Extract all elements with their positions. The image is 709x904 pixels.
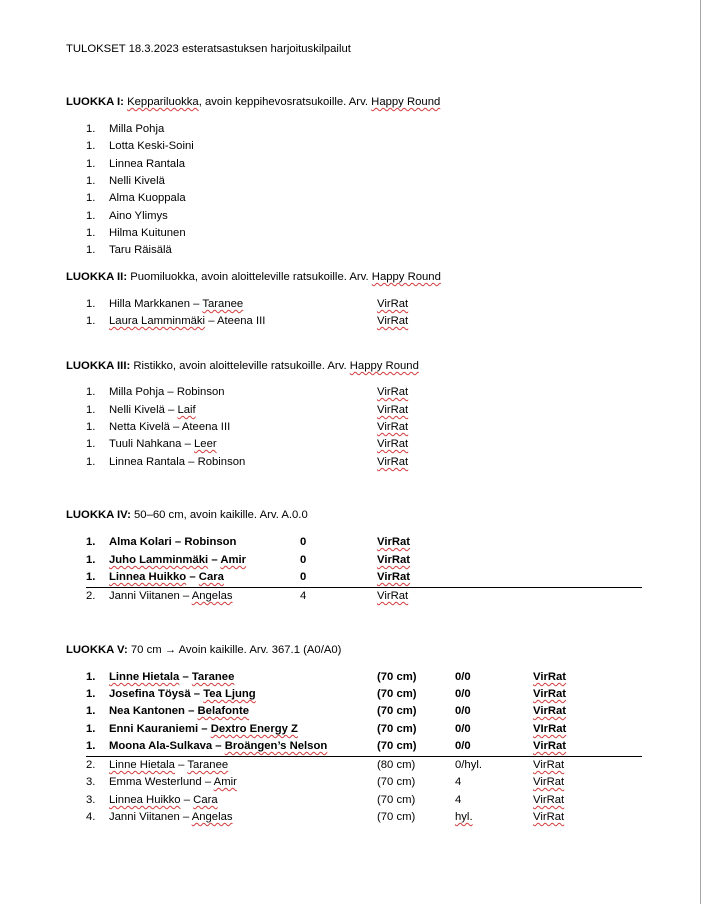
class-judging-method: Happy Round [371,271,441,283]
result-club: VirRat [533,759,565,771]
separator: – [185,456,198,468]
horse-name: Leer [194,438,217,450]
result-rank: 1. [86,404,96,416]
horse-name: Robinson [184,536,237,548]
result-rank: 3. [86,776,96,788]
rider-name: Laura Lamminmäki [109,315,206,327]
separator: – [171,536,185,548]
result-score: 0 [300,554,307,566]
result-name: Lotta Keski-Soini [109,140,194,152]
result-entry [109,776,237,788]
result-club: VirRat [377,571,411,583]
class-description-part: 70 cm → Avoin kaikille. Arv. 367.1 (A0/A0) [130,644,342,656]
result-entry [109,590,233,602]
result-club: VirRat [377,315,409,327]
result-rank: 1. [86,315,96,327]
result-faults: 4 [455,794,462,806]
separator: – [181,438,194,450]
rider-name: Alma Kolari [109,536,172,548]
result-height: (70 cm) [377,776,416,788]
result-club: VirRat [377,590,409,602]
horse-name: Laif [177,404,196,416]
result-rank: 1. [86,438,96,450]
separator: – [190,298,203,310]
result-club: VirRat [377,386,409,398]
result-rank: 1. [86,123,96,135]
class-heading-1 [66,96,440,108]
result-entry [109,759,228,771]
results-divider [86,756,642,757]
class-heading-3 [66,360,419,372]
class-judging-method: Happy Round [349,360,419,372]
class-description-part: Ristikko, avoin aloitteleville ratsukoille. Arv. [133,360,350,372]
class-judging-method: Happy Round [371,96,441,108]
result-rank: 1. [86,421,96,433]
result-rank: 1. [86,571,96,583]
result-entry [109,571,224,583]
class-label: LUOKKA III: [66,360,131,372]
result-entry [109,705,249,717]
result-rank: 1. [86,456,96,468]
separator: – [179,811,192,823]
horse-name: Robinson [197,456,246,468]
result-faults: 4 [455,776,462,788]
result-entry [109,671,234,683]
rider-name: Milla Pohja [109,386,165,398]
result-height: (70 cm) [377,723,417,735]
result-club: VirRat [533,811,565,823]
result-name: Taru Räisälä [109,244,172,256]
result-rank: 2. [86,759,96,771]
class-label: LUOKKA V: [66,644,128,656]
result-club: VirRat [533,671,567,683]
class-heading-2 [66,271,441,283]
result-rank: 1. [86,688,96,700]
rider-name: Josefina Töysä [109,688,191,700]
rider-name: Nea Kantonen [109,705,185,717]
class-label: LUOKKA I: [66,96,124,108]
result-rank: 1. [86,705,96,717]
result-entry [109,404,196,416]
separator: – [179,671,192,683]
result-name: Milla Pohja [109,123,165,135]
rider-name: Moona Ala-Sulkava [109,740,213,752]
document-title: TULOKSET 18.3.2023 esteratsastuksen harjoituskilpailut [66,43,351,55]
result-faults: 0/0 [455,671,471,683]
horse-name: Cara [198,571,224,583]
horse-name: Taranee [191,671,235,683]
result-height: (70 cm) [377,705,417,717]
rider-name: Janni Viitanen [109,590,180,602]
rider-name: Linnea Huikko [109,571,187,583]
horse-name: Broängen’s Nelson [224,740,328,752]
result-rank: 1. [86,554,96,566]
rider-name: Juho Lamminmäki [109,554,209,566]
result-rank: 1. [86,740,96,752]
result-score: 0 [300,571,307,583]
result-club: VirRat [533,740,567,752]
result-faults: 0/0 [455,688,471,700]
separator: – [190,688,204,700]
result-entry [109,298,243,310]
result-name: Linnea Rantala [109,158,186,170]
result-height: (80 cm) [377,759,416,771]
rider-name: Netta Kivelä [109,421,170,433]
result-rank: 1. [86,723,96,735]
result-entry [109,688,256,700]
class-description-part: Keppariluokka [127,96,199,108]
result-height: (70 cm) [377,794,416,806]
result-name: Alma Kuoppala [109,192,186,204]
result-entry [109,811,233,823]
horse-name: Taranee [187,759,229,771]
result-club: VirRat [533,794,565,806]
result-entry [109,315,265,327]
result-score: 4 [300,590,307,602]
horse-name: Robinson [176,386,225,398]
class-label: LUOKKA II: [66,271,128,283]
result-name: Nelli Kivelä [109,175,165,187]
separator: – [180,794,194,806]
horse-name: Angelas [191,811,233,823]
rider-name: Linne Hietala [109,671,180,683]
horse-name: Tea Ljung [203,688,256,700]
result-faults: 0/0 [455,705,471,717]
separator: – [212,740,225,752]
result-club: VirRat [377,298,409,310]
result-rank: 1. [86,386,96,398]
result-entry [109,536,236,548]
rider-name: Janni Viitanen [109,811,180,823]
class-heading-5 [66,644,341,656]
result-entry [109,723,298,735]
result-entry [109,456,245,468]
horse-name: Angelas [191,590,233,602]
rider-name: Enni Kauraniemi [109,723,199,735]
result-rank: 1. [86,140,96,152]
result-club: VirRat [533,776,565,788]
result-entry [109,740,327,752]
rider-name: Emma Westerlund [109,776,202,788]
result-entry [109,554,246,566]
result-rank: 1. [86,298,96,310]
result-entry [109,421,230,433]
result-club: VirRat [377,456,409,468]
class-description-part: , avoin keppihevosratsukoille. Arv. [198,96,372,108]
result-faults: hyl. [455,811,473,823]
result-entry [109,438,217,450]
result-rank: 4. [86,811,96,823]
result-entry [109,794,218,806]
result-club: VirRat [533,688,567,700]
separator: – [208,554,221,566]
result-club: VirRat [377,554,411,566]
separator: – [205,315,217,327]
horse-name: Dextro Energy Z [210,723,298,735]
result-club: VirRat [377,438,409,450]
separator: – [169,421,182,433]
result-club: VirRat [377,404,409,416]
result-height: (70 cm) [377,811,416,823]
result-rank: 1. [86,227,96,239]
separator: – [164,404,178,416]
rider-name: Linnea Huikko [109,794,181,806]
rider-name: Hilla Markkanen [109,298,190,310]
result-club: VirRat [377,536,411,548]
horse-name: Amir [213,776,237,788]
separator: – [201,776,214,788]
separator: – [186,571,199,583]
result-club: VirRat [533,705,567,717]
separator: – [179,590,192,602]
horse-name: Cara [193,794,218,806]
result-name: Aino Ylimys [109,210,168,222]
result-rank: 1. [86,671,96,683]
result-rank: 1. [86,244,96,256]
separator: – [174,759,188,771]
horse-name: Amir [220,554,247,566]
separator: – [164,386,177,398]
result-height: (70 cm) [377,671,417,683]
separator: – [184,705,198,717]
result-score: 0 [300,536,307,548]
result-club: VIrRat [533,723,567,735]
rider-name: Linne Hietala [109,759,175,771]
horse-name: Taranee [202,298,244,310]
result-faults: 0/0 [455,740,471,752]
class-heading-4 [66,509,308,521]
result-faults: 0/hyl. [455,759,483,771]
result-name: Hilma Kuitunen [109,227,186,239]
result-rank: 1. [86,158,96,170]
class-description-part: 50–60 cm, avoin kaikille. Arv. A.0.0 [134,509,308,521]
horse-name: Belafonte [197,705,249,717]
result-faults: 0/0 [455,723,471,735]
result-height: (70 cm) [377,740,417,752]
class-label: LUOKKA IV: [66,509,131,521]
separator: – [198,723,211,735]
rider-name: Linnea Rantala [109,456,186,468]
result-entry [109,386,225,398]
result-rank: 1. [86,192,96,204]
result-rank: 1. [86,175,96,187]
result-club: VirRat [377,421,409,433]
results-divider [86,587,642,588]
result-height: (70 cm) [377,688,417,700]
result-rank: 3. [86,794,96,806]
rider-name: Tuuli Nahkana [109,438,182,450]
result-rank: 2. [86,590,96,602]
rider-name: Nelli Kivelä [109,404,165,416]
horse-name: Ateena III [181,421,231,433]
horse-name: Ateena III [217,315,266,327]
result-rank: 1. [86,210,96,222]
result-rank: 1. [86,536,96,548]
class-description-part: Puomiluokka, avoin aloitteleville ratsukoille. Arv. [130,271,372,283]
